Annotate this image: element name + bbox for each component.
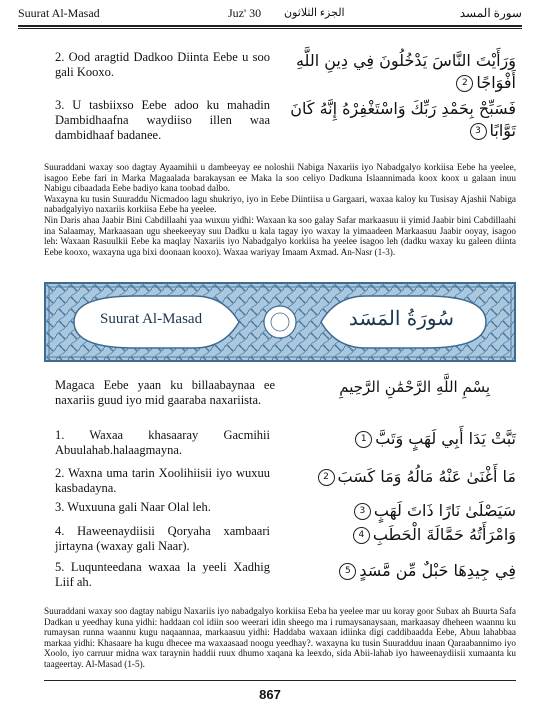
verse-arabic: مَا أَغْنَىٰ عَنْهُ مَالُهُ وَمَا كَسَبَ2 (281, 466, 516, 488)
header-rule (18, 25, 522, 27)
commentary-paragraph: Suuraddani waxay soo dagtay Ayaamihii u dambeeyay ee noloshii Nabiga Naxariis iyo Nabadgalyo korkiisa Eebe ha yeelee, isagoo Eebe fari in Marka Magaalada barakaysan ee Maka la soo celiyo Dadkuna Islaannimada koox koox u galaan inuu Nabigu cibaadada Eebe badiyo kana toobad dalbo. (44, 162, 516, 194)
verse-translation: 3. U tasbiixso Eebe adoo ku mahadin Dambidhaafna waydiiso illen waa dambidhaaf badanee. (55, 98, 270, 142)
surah-banner (44, 282, 516, 362)
banner-surah-arabic: سُورَةُ المَسَد (348, 306, 454, 330)
verse-arabic: فِي جِيدِهَا حَبْلٌ مِّن مَّسَدٍ5 (281, 560, 516, 582)
verse-translation: 5. Luqunteedana waxaa la yeeli Xadhig Liif ah. (55, 560, 270, 589)
header-surah-title: Suurat Al-Masad (18, 6, 100, 20)
verse-number-marker: 1 (355, 431, 372, 448)
verse-row (55, 466, 516, 500)
commentary-bottom (44, 606, 516, 670)
verse-number-marker: 2 (318, 469, 335, 486)
intro-translation: Magaca Eebe yaan ku billaabaynaa ee naxariis guud iyo mid gaaraba naxariista. (55, 378, 275, 407)
verse-row (55, 428, 516, 462)
verse-row (55, 524, 516, 558)
commentary-paragraph: Suuraddani waxay soo dagtay nabigu Naxariis iyo nabadgalyo korkiisa Eeba ha yeelee mar uu koray goor Subax ah Buurta Safa Dadkan u yeedhay kuna yidhi: haddaan col idiin soo weerari idin sheego ma i rumaysanaysaan, markaasay dheheen waannu ku rumaysan runna waannu kugu naqaannaa, markaasuu yidhi: Haddaba waxaan idiinka digi caddibaadda Eebe, Abuu lahabbaa markaa yidhi: Khasaare ha kugu dhecee ma waxaasaad noogu yeedhay?. waxayna ku tusin Suuradduu inaan Qaraabannimo iyo Xoolo, iyo carruur midna wax taraynin haddii ruux dhumo xaqana ka leexdo, sida Abii-lahab iyo haweenaydiisii xumaanta ku taageertay. Al-Masad (1-5). (44, 606, 516, 669)
verse-number-marker: 3 (354, 503, 371, 520)
basmala-arabic: بِسْمِ اللَّهِ الرَّحْمَٰنِ الرَّحِيمِ (339, 378, 490, 396)
header-rule-thin (18, 28, 522, 29)
verse-translation: 3. Wuxuuna gali Naar Olal leh. (55, 500, 211, 514)
verse-arabic: فَسَبِّحْ بِحَمْدِ رَبِّكَ وَاسْتَغْفِرْهُ إِنَّهُ كَانَ تَوَّابًا3 (290, 99, 516, 140)
verse-translation: 2. Waxna uma tarin Xoolihiisii iyo wuxuu kasbadayna. (55, 466, 270, 495)
verse-arabic: سَيَصْلَىٰ نَارًا ذَاتَ لَهَبٍ3 (281, 500, 516, 522)
verse-arabic: وَامْرَأَتُهُ حَمَّالَةَ الْحَطَبِ4 (281, 524, 516, 546)
verse-number-marker: 4 (353, 527, 370, 544)
header-juz-label: Juz' 30 (228, 6, 262, 20)
verse-arabic: تَبَّتْ يَدَا أَبِي لَهَبٍ وَتَبَّ1 (281, 428, 516, 450)
verse-number-marker: 2 (456, 75, 473, 92)
footer-rule (44, 680, 516, 681)
page-number: 867 (259, 687, 281, 702)
commentary-paragraph: Waxayna ku tusin Suuraddu Nicmadoo lagu shukriyo, iyo in Eebe Diintiisa u Gargaari, waxaa kaloy ku Tusisay Ajashii Nabiga nabadgalyiyo naxariis korkiisa Eebe ha yeelee. (44, 193, 516, 215)
header-surah-arabic: سورة المسد (459, 6, 522, 20)
commentary-paragraph: Nin Daris ahaa Jaabir Bini Cabdillaahi yaa wuxuu yidhi: Waxaan ka soo galay Safar markaasuu ii yimid Jaabir bini Cabdillaahi ina Salaamay, Markaasaan ugu sheekeeyay suu Dadku u kala tagay iyo waxay la yimaadeen Markaasuu Jaabir ooyay, isagoo leh: Waxaan Rasuulkii Eebe ka maqlay Naxariis iyo Nabadgalyo korkiisa ha yeelee isagoo leh (dadku waxay ku galeen diinta Eebe kooxo, waxayna uga bixi doonaan kooxo). Waxaa wariyay Imaam Axmad. An-Nasr (1-3). (44, 214, 516, 257)
verse-translation: 4. Haweenaydiisii Qoryaha xambaari jirtayna (waxay gali Naar). (55, 524, 270, 553)
banner-surah-title: Suurat Al-Masad (100, 311, 203, 327)
header-juz-arabic: الجزء الثلاثون (284, 7, 345, 19)
verse-row (55, 560, 516, 594)
commentary-top (44, 162, 516, 257)
verse-translation: 2. Ood aragtid Dadkoo Diinta Eebe u soo gali Kooxo. (55, 50, 270, 79)
verse-number-marker: 5 (339, 563, 356, 580)
page-header (18, 6, 522, 24)
verse-number-marker: 3 (470, 123, 487, 140)
verse-row (55, 98, 516, 148)
verse-row (55, 50, 516, 90)
verse-arabic: وَرَأَيْتَ النَّاسَ يَدْخُلُونَ فِي دِينِ اللَّهِ أَفْوَاجًا2 (295, 51, 516, 92)
verse-row (55, 500, 516, 522)
verse-translation: 1. Waxaa khasaaray Gacmihii Abuulahab.halaagmayna. (55, 428, 270, 457)
